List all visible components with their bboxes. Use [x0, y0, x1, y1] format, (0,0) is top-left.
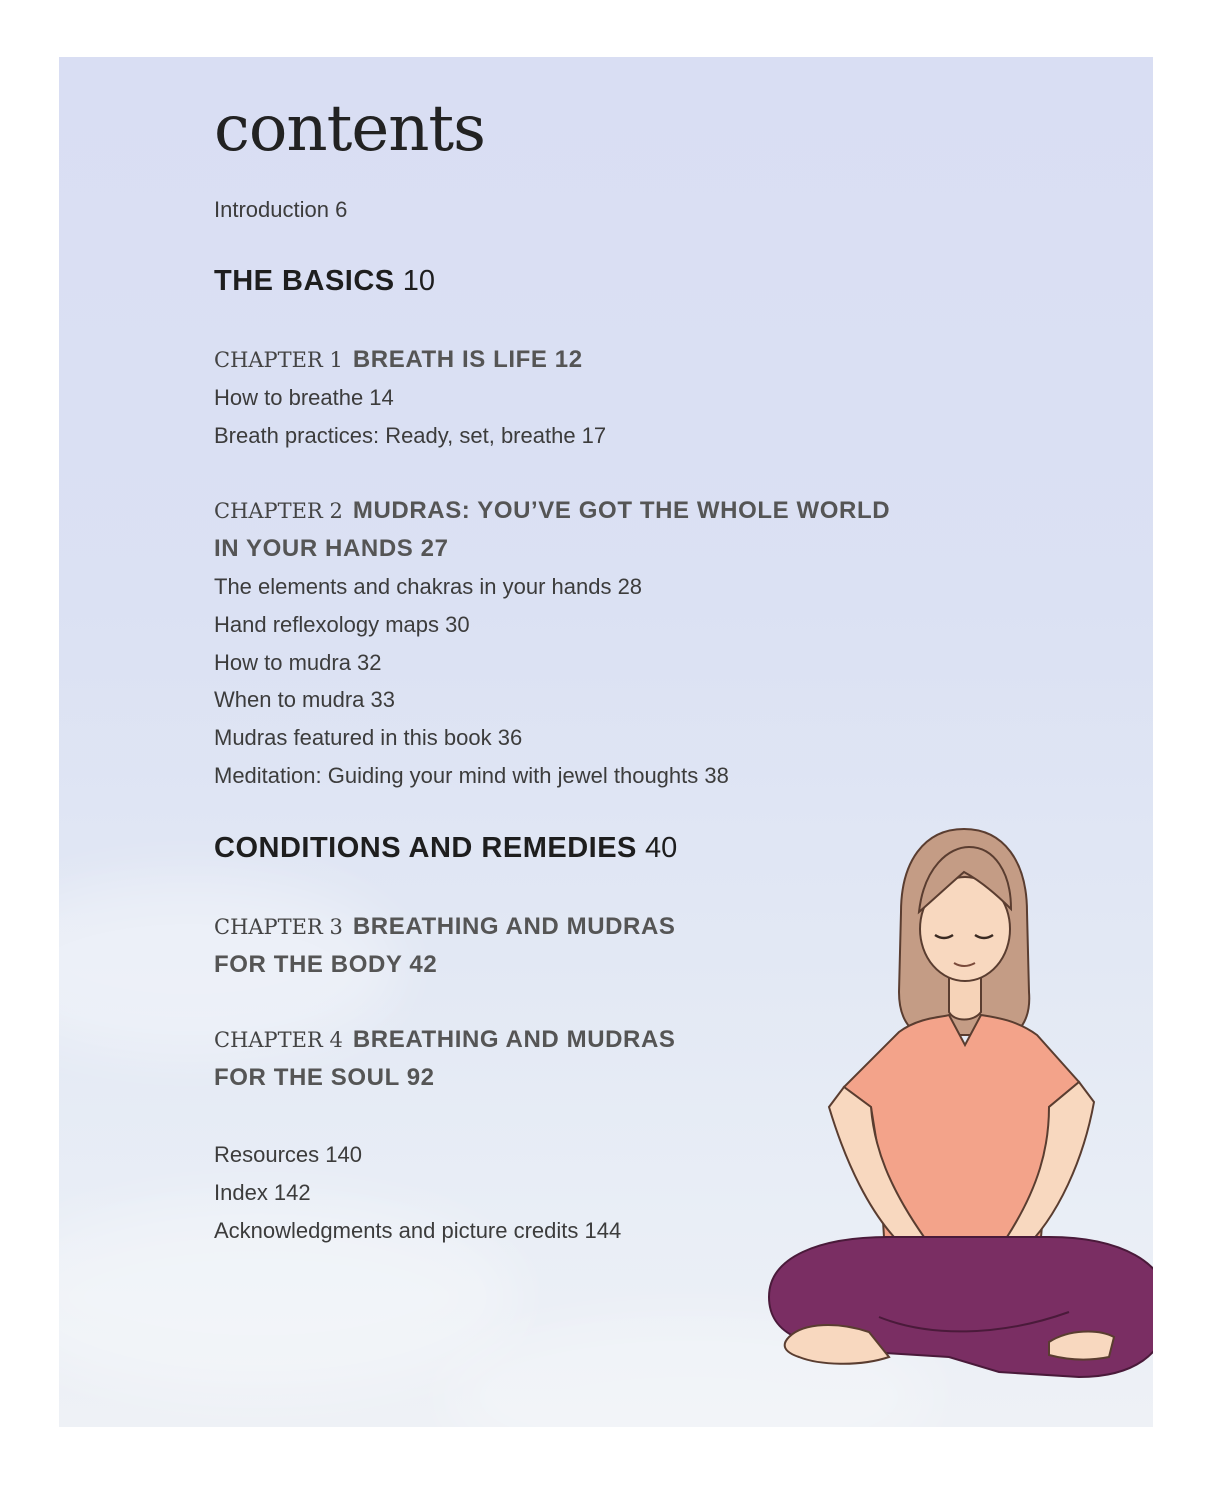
toc-entry[interactable]: When to mudra 33	[214, 687, 395, 712]
toc-entry[interactable]: How to mudra 32	[214, 650, 382, 675]
chapter-title: BREATHING AND MUDRAS	[352, 913, 676, 940]
toc-entry[interactable]: Resources 140	[214, 1142, 362, 1167]
toc-entry[interactable]: Breath practices: Ready, set, breathe 17	[214, 423, 607, 448]
chapter-heading-4-line2	[214, 1064, 435, 1092]
toc-entry[interactable]: Hand reflexology maps 30	[214, 612, 470, 637]
toc-entry-introduction[interactable]: Introduction 6	[214, 197, 348, 222]
chapter-heading-3[interactable]	[214, 913, 676, 941]
toc-entry[interactable]: Meditation: Guiding your mind with jewel thoughts 38	[214, 763, 729, 788]
chapter-heading-3-line2	[214, 951, 437, 979]
page-title: contents	[214, 92, 485, 166]
part-page: 40	[644, 832, 678, 864]
part-page: 10	[402, 265, 435, 297]
toc-entry[interactable]: How to breathe 14	[214, 385, 394, 410]
chapter-label: CHAPTER 2	[214, 499, 343, 523]
part-title: CONDITIONS AND REMEDIES	[214, 832, 637, 864]
part-heading-conditions[interactable]	[214, 832, 677, 865]
chapter-heading-4[interactable]	[214, 1026, 676, 1054]
chapter-title: MUDRAS: YOU’VE GOT THE WHOLE WORLD	[352, 497, 891, 524]
chapter-title: FOR THE BODY 42	[214, 951, 438, 978]
part-title: THE BASICS	[214, 265, 395, 297]
chapter-title: IN YOUR HANDS 27	[214, 535, 449, 562]
contents-page	[59, 57, 1153, 1427]
toc-entry[interactable]: The elements and chakras in your hands 28	[214, 574, 643, 599]
chapter-label: CHAPTER 4	[214, 1028, 343, 1052]
part-heading-basics[interactable]	[214, 265, 435, 298]
chapter-title: BREATHING AND MUDRAS	[352, 1026, 676, 1053]
chapter-heading-2-line2	[214, 535, 449, 563]
chapter-title: BREATH IS LIFE 12	[352, 346, 583, 373]
chapter-heading-1[interactable]	[214, 346, 583, 374]
chapter-label: CHAPTER 1	[214, 348, 343, 372]
chapter-title: FOR THE SOUL 92	[214, 1064, 435, 1091]
chapter-heading-2[interactable]	[214, 497, 890, 525]
toc-entry[interactable]: Acknowledgments and picture credits 144	[214, 1218, 622, 1243]
meditating-woman-illustration	[749, 817, 1153, 1387]
chapter-label: CHAPTER 3	[214, 915, 343, 939]
toc-entry[interactable]: Index 142	[214, 1180, 311, 1205]
toc-entry[interactable]: Mudras featured in this book 36	[214, 725, 523, 750]
